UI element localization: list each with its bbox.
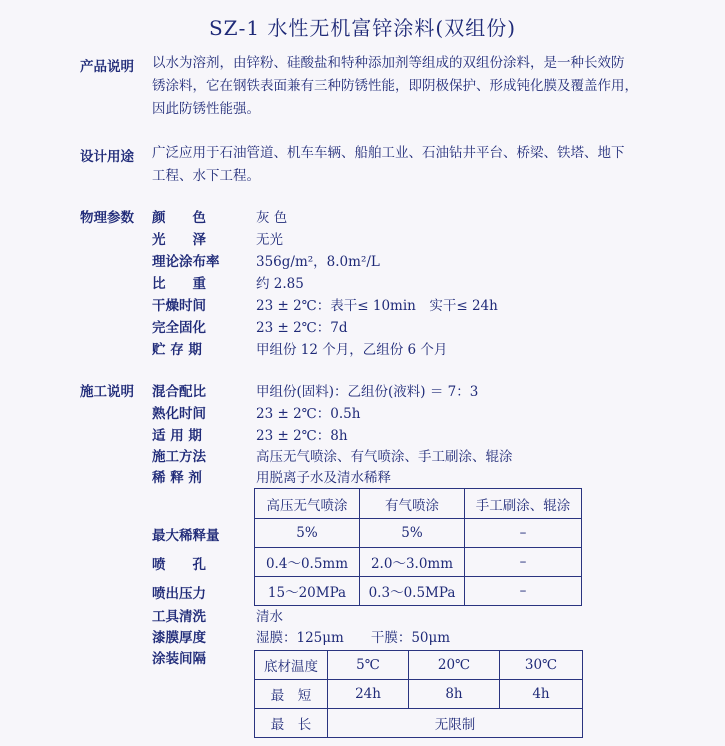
construction-key: 熟化时间	[152, 406, 206, 422]
interval-longest-value: 无限制	[328, 709, 583, 738]
interval-header-row	[255, 651, 583, 680]
tool-clean-value: 清水	[256, 609, 283, 625]
product-desc-label: 产品说明	[80, 59, 134, 75]
spray-header-airless: 高压无气喷涂	[255, 489, 360, 519]
interval-header-temp: 30℃	[500, 651, 583, 680]
interval-header-temp: 5℃	[328, 651, 409, 680]
physical-key: 完全固化	[152, 320, 206, 336]
product-desc-text	[152, 52, 677, 121]
interval-header-temp: 20℃	[409, 651, 500, 680]
physical-key: 比 重	[152, 276, 206, 292]
physical-key: 光 泽	[152, 232, 206, 248]
design-use-line: 工程、水下工程。	[152, 168, 260, 184]
spray-row-label: 喷 孔	[152, 557, 206, 573]
physical-value: 甲组份 12 个月，乙组份 6 个月	[256, 342, 448, 358]
construction-key: 稀 释 剂	[152, 470, 202, 486]
physical-key: 颜 色	[152, 210, 206, 226]
physical-value: 灰 色	[256, 210, 288, 226]
interval-shortest-label: 最 短	[255, 680, 328, 709]
product-desc-line: 因此防锈性能强。	[152, 101, 260, 117]
spray-cell: 5%	[255, 519, 360, 548]
spray-row-label: 最大稀释量	[152, 528, 220, 544]
construction-value: 23 ± 2℃：0.5h	[256, 406, 361, 422]
interval-header-substrate: 底材温度	[255, 651, 328, 680]
construction-key: 适 用 期	[152, 428, 202, 444]
spray-cell: –	[465, 548, 582, 577]
product-desc-line: 锈涂料，它在钢铁表面兼有三种防锈性能，即阴极保护、形成钝化膜及覆盖作用，	[152, 78, 638, 94]
spray-cell: –	[465, 577, 582, 606]
page-title: SZ-1 水性无机富锌涂料(双组份)	[208, 16, 517, 40]
tool-clean-key: 工具清洗	[152, 609, 206, 625]
table-row	[255, 519, 582, 548]
interval-key: 涂装间隔	[152, 651, 206, 667]
physical-value: 约 2.85	[256, 276, 304, 292]
physical-key: 贮 存 期	[152, 342, 202, 358]
design-use-line: 广泛应用于石油管道、机车车辆、船舶工业、石油钻井平台、桥梁、铁塔、地下	[152, 145, 625, 161]
physical-value: 23 ± 2℃：7d	[256, 320, 348, 336]
table-row	[255, 577, 582, 606]
physical-key: 干燥时间	[152, 298, 206, 314]
table-row	[255, 548, 582, 577]
product-desc-line: 以水为溶剂，由锌粉、硅酸盐和特种添加剂等组成的双组份涂料，是一种长效防	[152, 55, 625, 71]
interval-longest-label: 最 长	[255, 709, 328, 738]
physical-value: 23 ± 2℃：表干≤ 10min 实干≤ 24h	[256, 298, 498, 314]
construction-value: 高压无气喷涂、有气喷涂、手工刷涂、辊涂	[256, 449, 513, 465]
film-thickness-value: 湿膜：125μm 干膜：50μm	[256, 630, 451, 646]
interval-cell: 4h	[500, 680, 583, 709]
spray-cell: 2.0～3.0mm	[360, 548, 465, 577]
physical-value: 356g/m²，8.0m²/L	[256, 254, 380, 270]
spray-cell: 5%	[360, 519, 465, 548]
design-use-label: 设计用途	[80, 149, 134, 165]
physical-label: 物理参数	[80, 210, 134, 226]
spray-cell: 0.3～0.5MPa	[360, 577, 465, 606]
design-use-text	[152, 142, 677, 188]
construction-value: 23 ± 2℃：8h	[256, 428, 348, 444]
construction-key: 混合配比	[152, 384, 206, 400]
spray-cell: 0.4～0.5mm	[255, 548, 360, 577]
table-row	[255, 680, 583, 709]
construction-value: 甲组份(固料)：乙组份(液料) ＝ 7：3	[256, 384, 479, 400]
construction-label: 施工说明	[80, 384, 134, 400]
film-thickness-key: 漆膜厚度	[152, 630, 206, 646]
spray-header-brush: 手工刷涂、辊涂	[465, 489, 582, 519]
physical-value: 无光	[256, 232, 283, 248]
spray-table	[254, 488, 582, 606]
spray-table-header-row	[255, 489, 582, 519]
construction-key: 施工方法	[152, 449, 206, 465]
interval-cell: 8h	[409, 680, 500, 709]
interval-table	[254, 650, 583, 738]
spray-header-air: 有气喷涂	[360, 489, 465, 519]
spray-cell: –	[465, 519, 582, 548]
spray-row-label: 喷出压力	[152, 586, 206, 602]
physical-key: 理论涂布率	[152, 254, 220, 270]
spray-cell: 15～20MPa	[255, 577, 360, 606]
interval-cell: 24h	[328, 680, 409, 709]
construction-value: 用脱离子水及清水稀释	[256, 470, 391, 486]
table-row	[255, 709, 583, 738]
